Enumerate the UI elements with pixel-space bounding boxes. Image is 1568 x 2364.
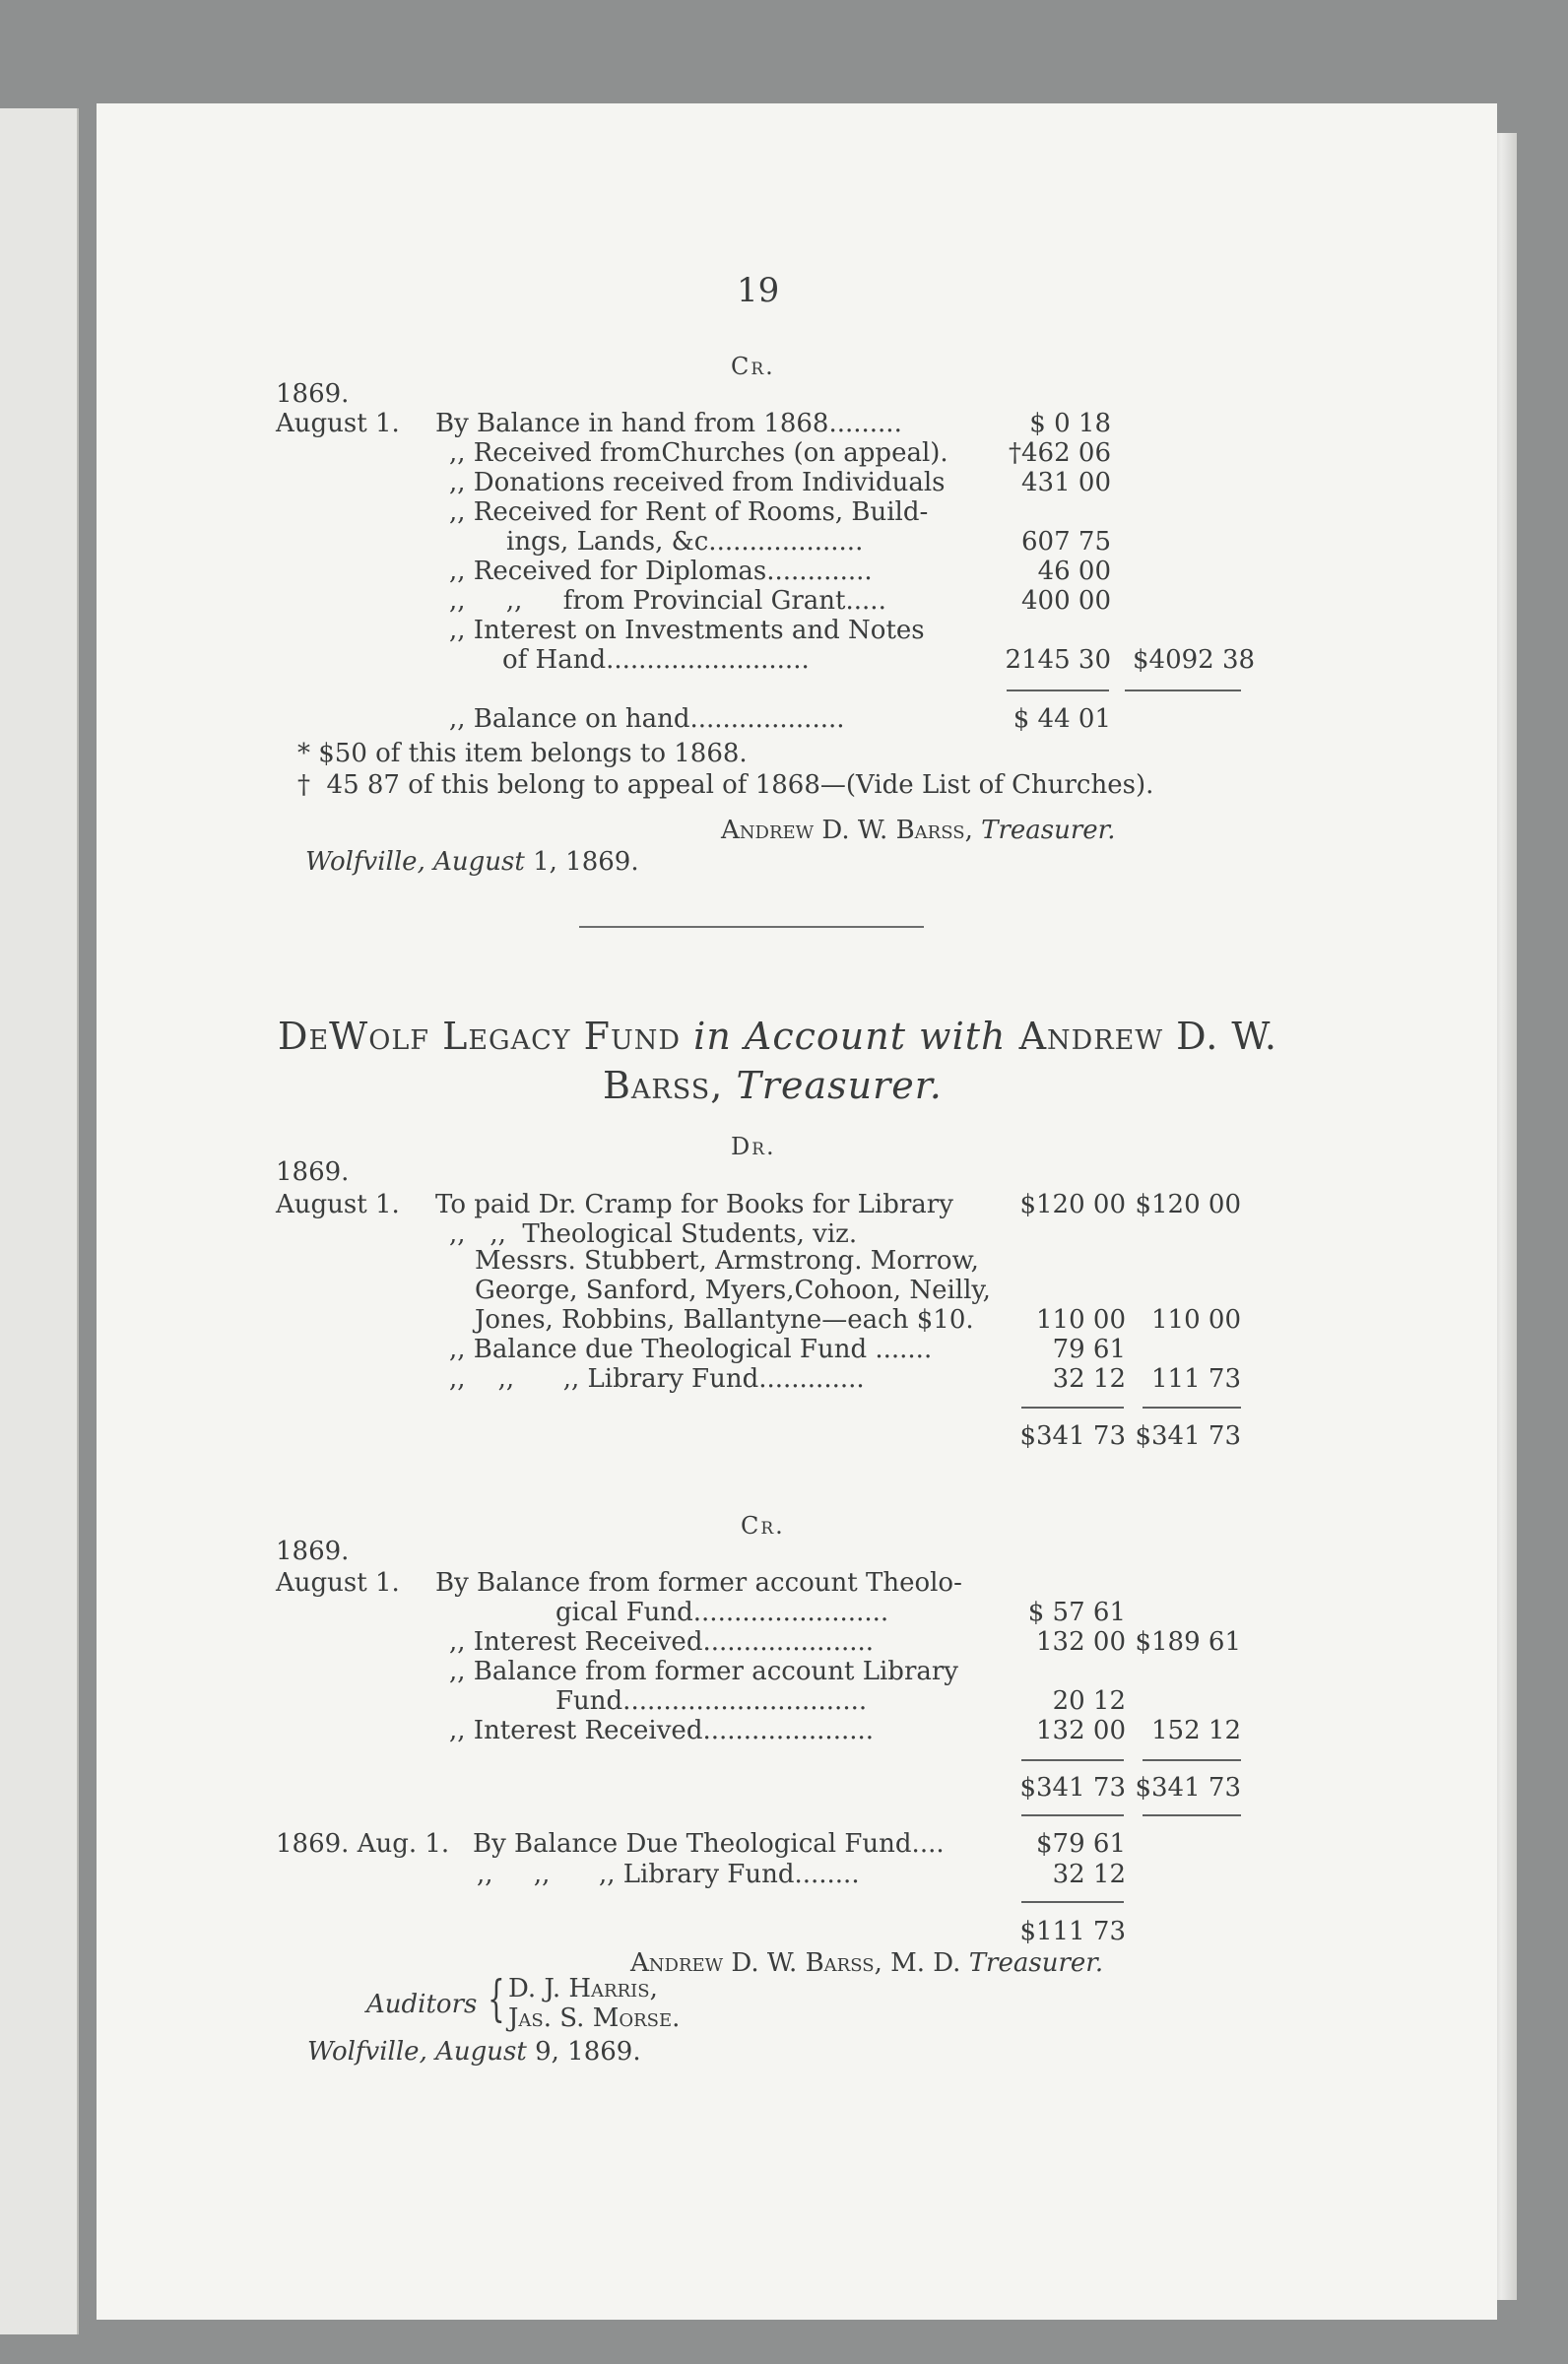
cr1-row-label: ings, Lands, &c................... [506,527,864,557]
cr1-row-amount: 2145 30 [1005,645,1111,675]
auditors-brace: { [488,1970,505,2027]
place-month: August [435,2037,527,2067]
cr2-row-label: ,, Interest Received..................... [449,1716,875,1745]
cr2-row-amount: 132 00 [1036,1716,1126,1745]
place-day-year: 9, 1869. [535,2037,641,2067]
auditor-name: Jas. S. Morse. [508,2003,681,2033]
signature-name: Andrew D. W. Barss, M. D. [630,1948,961,1978]
section-title [278,1015,1277,1058]
cr2-double-rule [1143,1814,1241,1816]
cr2-double-rule [1021,1814,1124,1816]
cr2-row-amount: 20 12 [1052,1686,1126,1716]
section-separator [579,926,924,928]
auditor-name: D. J. Harris, [508,1974,658,2003]
title-person-surname: Barss, [603,1064,724,1107]
dr-row-label: ,, ,, Theological Students, viz. [449,1219,858,1249]
cr1-date: August 1. [276,409,400,438]
cr1-row-label: ,, ,, from Provincial Grant..... [449,586,886,616]
dr-total-rule [1143,1407,1241,1409]
cr1-row-label: ,, Received for Rent of Rooms, Build- [449,497,929,527]
cr1-year: 1869. [276,379,350,409]
signature-name: Andrew D. W. Barss, [721,816,973,845]
cr1-row-amount: 400 00 [1021,586,1111,616]
cr2-row-label: ,, Interest Received..................... [449,1627,875,1657]
cr1-balance-label: ,, Balance on hand................... [449,704,845,734]
cr1-signature [721,816,1116,845]
cr2-total-rule [1143,1759,1241,1761]
dr-date: August 1. [276,1190,400,1219]
cr1-row-amount: $ 0 18 [1029,409,1111,438]
cr2-date: August 1. [276,1568,400,1598]
dr-row-amount: 79 61 [1052,1335,1126,1364]
dr-sum-rule [1021,1407,1124,1409]
dr-header: Dr. [731,1133,776,1160]
signature-role: Treasurer. [968,1948,1104,1978]
cr2-row-label: ,, Balance from former account Library [449,1657,958,1686]
dr-row-amount: $120 00 [1019,1190,1126,1219]
dr-row-total: $120 00 [1135,1190,1241,1219]
dr-row-amount: 32 12 [1052,1364,1126,1394]
dr-sum-total: $341 73 [1135,1421,1241,1451]
dr-row-label: To paid Dr. Cramp for Books for Library [435,1190,953,1219]
final-row-amount: 32 12 [1052,1860,1126,1889]
cr2-header: Cr. [741,1512,785,1540]
cr1-row-amount: 431 00 [1021,468,1111,497]
cr1-header: Cr. [731,353,775,380]
dr-row-total: 111 73 [1151,1364,1241,1394]
cr1-row-label: ,, Interest on Investments and Notes [449,616,925,645]
title-connector: in Account with [693,1015,1007,1058]
cr1-row-amount: 46 00 [1037,557,1111,586]
title-fund-name: DeWolf Legacy Fund [278,1015,682,1058]
title-person: Andrew D. W. [1018,1015,1277,1058]
cr2-row-label: Fund.............................. [555,1686,868,1716]
cr2-sum-amount: $341 73 [1019,1773,1126,1803]
cr1-row-amount: 607 75 [1021,527,1111,557]
dr-row-label: ,, ,, ,, Library Fund............. [449,1364,865,1394]
signature-role: Treasurer. [981,816,1116,845]
place-day-year: 1, 1869. [533,847,639,877]
page-number: 19 [737,271,780,310]
final-place-date [307,2037,641,2067]
cr2-row-label: gical Fund........................ [555,1598,889,1627]
cr1-footnote: * $50 of this item belongs to 1868. [297,739,748,768]
dr-row-label: Jones, Robbins, Ballantyne—each $10. [475,1305,974,1335]
place-month: August [433,847,525,877]
dr-row-amount: 110 00 [1036,1305,1126,1335]
cr2-row-total: 152 12 [1151,1716,1241,1745]
final-row-label: By Balance Due Theological Fund.... [473,1829,945,1859]
cr2-sum-total: $341 73 [1135,1773,1241,1803]
cr2-sum-rule [1021,1759,1124,1761]
section-title-line2 [603,1064,943,1107]
cr1-row-label: ,, Donations received from Individuals [449,468,946,497]
auditors-label: Auditors [366,1990,478,2019]
final-sum: $111 73 [1019,1917,1126,1946]
dr-row-label: George, Sanford, Myers,Cohoon, Neilly, [475,1276,991,1305]
dr-row-label: ,, Balance due Theological Fund ....... [449,1335,933,1364]
dr-year: 1869. [276,1157,350,1187]
final-date: 1869. Aug. 1. [276,1829,450,1859]
place-name: Wolfville, [307,2037,427,2067]
cr1-row-total: $4092 38 [1133,645,1256,675]
dr-sum-amount: $341 73 [1019,1421,1126,1451]
final-signature [630,1948,1103,1978]
cr1-total-rule [1125,690,1241,691]
cr1-footnote: † 45 87 of this belong to appeal of 1868—(Vide List of Churches). [297,770,1154,800]
title-role: Treasurer. [736,1064,943,1107]
dr-row-total: 110 00 [1151,1305,1241,1335]
cr1-balance-amount: $ 44 01 [1013,704,1111,734]
final-row-label: ,, ,, ,, Library Fund........ [477,1860,860,1889]
cr1-sum-rule [1007,690,1109,691]
final-sum-rule [1021,1901,1124,1903]
cr1-place-date [305,847,639,877]
place-name: Wolfville, [305,847,425,877]
cr2-row-label: By Balance from former account Theolo- [435,1568,962,1598]
cr1-row-label: ,, Received fromChurches (on appeal). [449,438,948,468]
cr1-row-amount: †462 06 [1009,438,1111,468]
cr2-row-amount: $ 57 61 [1027,1598,1126,1627]
dr-row-label: Messrs. Stubbert, Armstrong. Morrow, [475,1246,979,1276]
cr2-row-total: $189 61 [1135,1627,1241,1657]
previous-page-edge [0,108,79,2334]
cr1-row-label: of Hand......................... [502,645,810,675]
final-row-amount: $79 61 [1036,1829,1126,1859]
cr1-row-label: ,, Received for Diplomas............. [449,557,873,586]
cr1-row-label: By Balance in hand from 1868......... [435,409,902,438]
cr2-row-amount: 132 00 [1036,1627,1126,1657]
cr2-year: 1869. [276,1537,350,1566]
